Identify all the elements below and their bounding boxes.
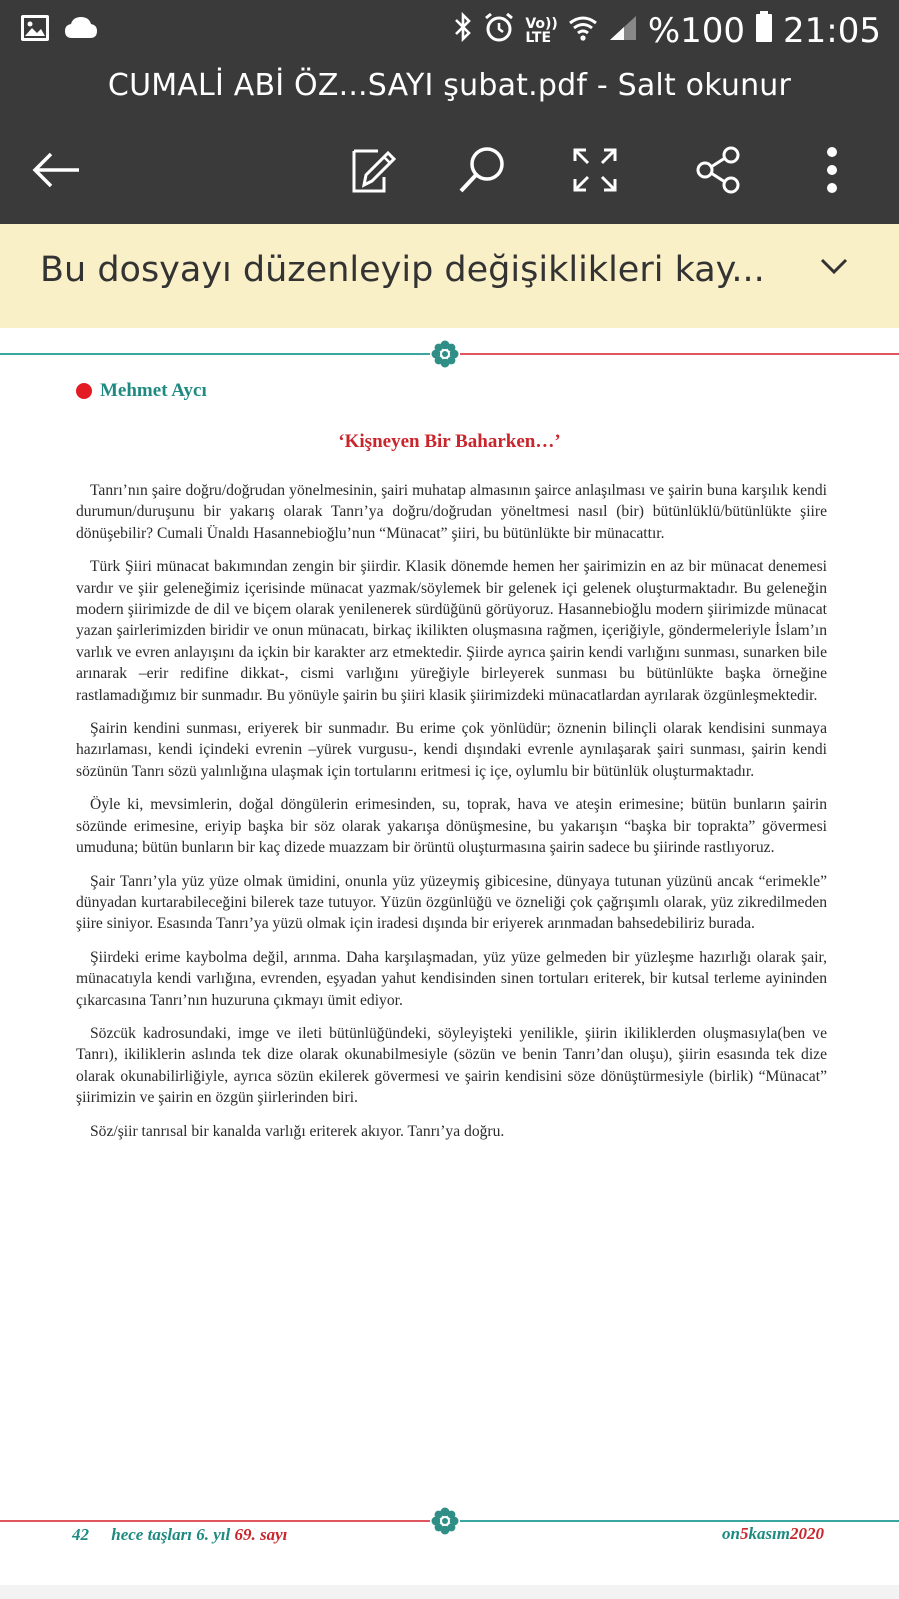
fullscreen-icon xyxy=(572,147,618,193)
cloud-icon xyxy=(64,16,98,45)
paragraph: Şiirdeki erime kaybolma değil, arınma. Daha karşılaşmadan, yüz yüze gelmeden bir yüzleşme hazırlığı olarak şair, münacatıyla kendi varlığına, evrenden, eşyadan yahut kendisinden sinen tortuları eriterek, bir kutsal terleme ayininden çıkarcasına Tanrı’nın huzuruna çıkmayı ümit ediyor. xyxy=(76,948,827,1009)
search-icon xyxy=(457,145,507,195)
flower-ornament-icon xyxy=(431,1507,459,1535)
article-body xyxy=(76,480,827,1154)
search-button[interactable] xyxy=(452,140,512,200)
arrow-left-icon xyxy=(31,150,81,190)
paragraph: Öyle ki, mevsimlerin, doğal döngülerin erimesinden, su, toprak, hava ve ateşin erimesine; bütün bunların şairin sözünde erimesine, eriyip başka bir söz olarak yakarışa dönüşmesine, bu yakarışın “başka bir toprakta” gövermesi umuduna; bütün bunların bir kaç dizede muazzam bir örüntü oluşturmasına şairin sadece bu şiirinde rastlıyoruz. xyxy=(76,796,827,857)
issue-number: 69. sayı xyxy=(234,1525,288,1544)
paragraph: Söz/şiir tanrısal bir kanalda varlığı eriterek akıyor. Tanrı’ya doğru. xyxy=(90,1122,505,1140)
magazine-name: hece taşları 6. yıl xyxy=(111,1525,231,1544)
share-icon xyxy=(693,145,743,195)
bluetooth-icon xyxy=(453,11,473,52)
paragraph: Şairin kendini sunması, eriyerek bir sunmadır. Bu erime çok yönlüdür; öznenin bilinçli olarak kendisini sunmaya hazırlaması, kendi içindeki evrenin –yürek vurgusu-, kendi dışındaki evrenle aynılaşarak şairi sunması, şairin kendi sözünün Tanrı sözü yalınlığına ulaşmak için tortularını eritmesi iç içe, oylumlu bir bütünlük oluşturmaktadır. xyxy=(76,720,827,780)
top-rule-left xyxy=(0,353,430,355)
page-number: 42 xyxy=(72,1525,89,1544)
alarm-icon xyxy=(483,11,515,52)
share-button[interactable] xyxy=(688,140,748,200)
banner-message: Bu dosyayı düzenleyip değişiklikleri kay... xyxy=(40,250,765,290)
author-name: Mehmet Aycı xyxy=(100,380,207,401)
paragraph: Türk Şiiri münacat bakımından zengin bir şiirdir. Klasik dönemde hemen her şairimizin en az bir münacat denemesi vardır ve şiir geleneğimiz içerisinde münacat yazmak/söylemek bir gelenek içi gelenek oluşturmaktadır. Bu geleneğin modern şiirimizde de dil ve biçem olarak yenilenerek sürdüğünü görüyoruz. Hasannebioğlu modern şiirimizde münacat yazan şairlerimizden biridir ve onun münacatı, birkaç ikilikten oluşmasına rağmen, içeriğiyle, göndermeleriyle İslam’ın varlık ve evren anlayışını da içkin bir karakter arz etmektedir. Şiirde ayrıca şairin kendi varlığını sunması, sunarken bile arınarak –erir redifine dikkat-, cismi varlığını yüreğiyle birleyerek sunması bu bütünlükte başka örneğine rastlamadığımız bir sunmadır. Bu yönüyle şairin bu şiiri klasik şiirimizdeki münacatlardan ayrılarak özgünleşmektedir. xyxy=(76,558,827,704)
volte-bottom-label: LTE xyxy=(525,30,552,46)
chevron-down-icon[interactable] xyxy=(819,256,849,281)
paragraph: Şair Tanrı’yla yüz yüze olmak ümidini, onunla yüz yüzeymiş gibicesine, dünyaya tutunan yüzünü ancak “erimekle” dünyadan kurtarabileceğini bilerek taze tutuyor. Yüzün özgünlüğü ve özneliği çok çağrışımlı olarak, yüz zikredilmeden şiire siniyor. Esasında Tanrı’ya yüzü olmak için iradesi dışında bir eriyerek arınmadan bahsedebiliriz burada. xyxy=(76,872,827,933)
page-footer-left xyxy=(72,1525,287,1545)
signal-icon xyxy=(608,11,638,51)
more-vertical-icon xyxy=(822,146,842,194)
bottom-rule-left xyxy=(0,1520,430,1522)
edit-button[interactable] xyxy=(342,140,402,200)
bottom-rule-right xyxy=(460,1520,899,1522)
paragraph: Sözcük kadrosundaki, imge ve ileti bütünlüğündeki, söyleyişteki yenilikle, şiirin ikiliklerden oluşmasıyla(ben ve Tanrı), ikiliklerin aslında tek dize olarak okunabilmesiyle (sözün ve benin Tanrı’dan oluşu), şiirin esasında tek dize olarak okunabilirliğiyle, ayrıca sözün ekilerek gövermesi ve şairin kendisini söze dönüştürmesiyle (birlik) “Münacat” şiirimizin ve şairin en özgün şiirlerinden biri. xyxy=(76,1024,827,1107)
article-author xyxy=(76,380,207,402)
clock-time: 21:05 xyxy=(783,11,881,51)
article-title: ‘Kişneyen Bir Baharken…’ xyxy=(338,431,561,452)
back-button[interactable] xyxy=(26,140,86,200)
fullscreen-button[interactable] xyxy=(565,140,625,200)
top-rule-right xyxy=(460,353,899,355)
date-prefix: on xyxy=(721,1524,740,1543)
paragraph: Tanrı’nın şaire doğru/doğrudan yönelmesinin, şairi muhatap almasının şairce anlaşılması ve şairin buna karşılık kendi durumun/duruşunu bir yakarış olarak Tanrı’ya doğru/doğrudan yöneltmesi nasıl (bir) bütünlüklü/bütünlükte şiire dönüşebilir? Cumali Ünaldı Hasannebioğlu’nun “Münacat” şiiri, bu bütünlükte bir münacattır. xyxy=(76,482,827,542)
bullet-dot-icon xyxy=(76,383,92,399)
battery-icon xyxy=(755,11,773,52)
battery-percent: %100 xyxy=(647,11,746,51)
more-options-button[interactable] xyxy=(802,140,862,200)
flower-ornament-icon xyxy=(431,340,459,368)
document-title: CUMALİ ABİ ÖZ...SAYI şubat.pdf - Salt okunur xyxy=(107,68,792,103)
page-footer-right xyxy=(722,1524,824,1544)
date-day: 5 xyxy=(739,1524,749,1543)
date-year: 2020 xyxy=(790,1524,824,1543)
volte-top-label: Vo)) xyxy=(525,16,558,32)
gallery-icon xyxy=(20,14,50,47)
app-bar xyxy=(0,62,899,224)
status-bar xyxy=(0,0,899,62)
edit-document-icon xyxy=(348,145,396,195)
wifi-icon xyxy=(568,11,598,51)
status-right xyxy=(453,8,881,54)
volte-icon xyxy=(525,17,557,45)
edit-notice-banner[interactable] xyxy=(0,224,899,328)
date-month: kasım xyxy=(748,1524,790,1543)
